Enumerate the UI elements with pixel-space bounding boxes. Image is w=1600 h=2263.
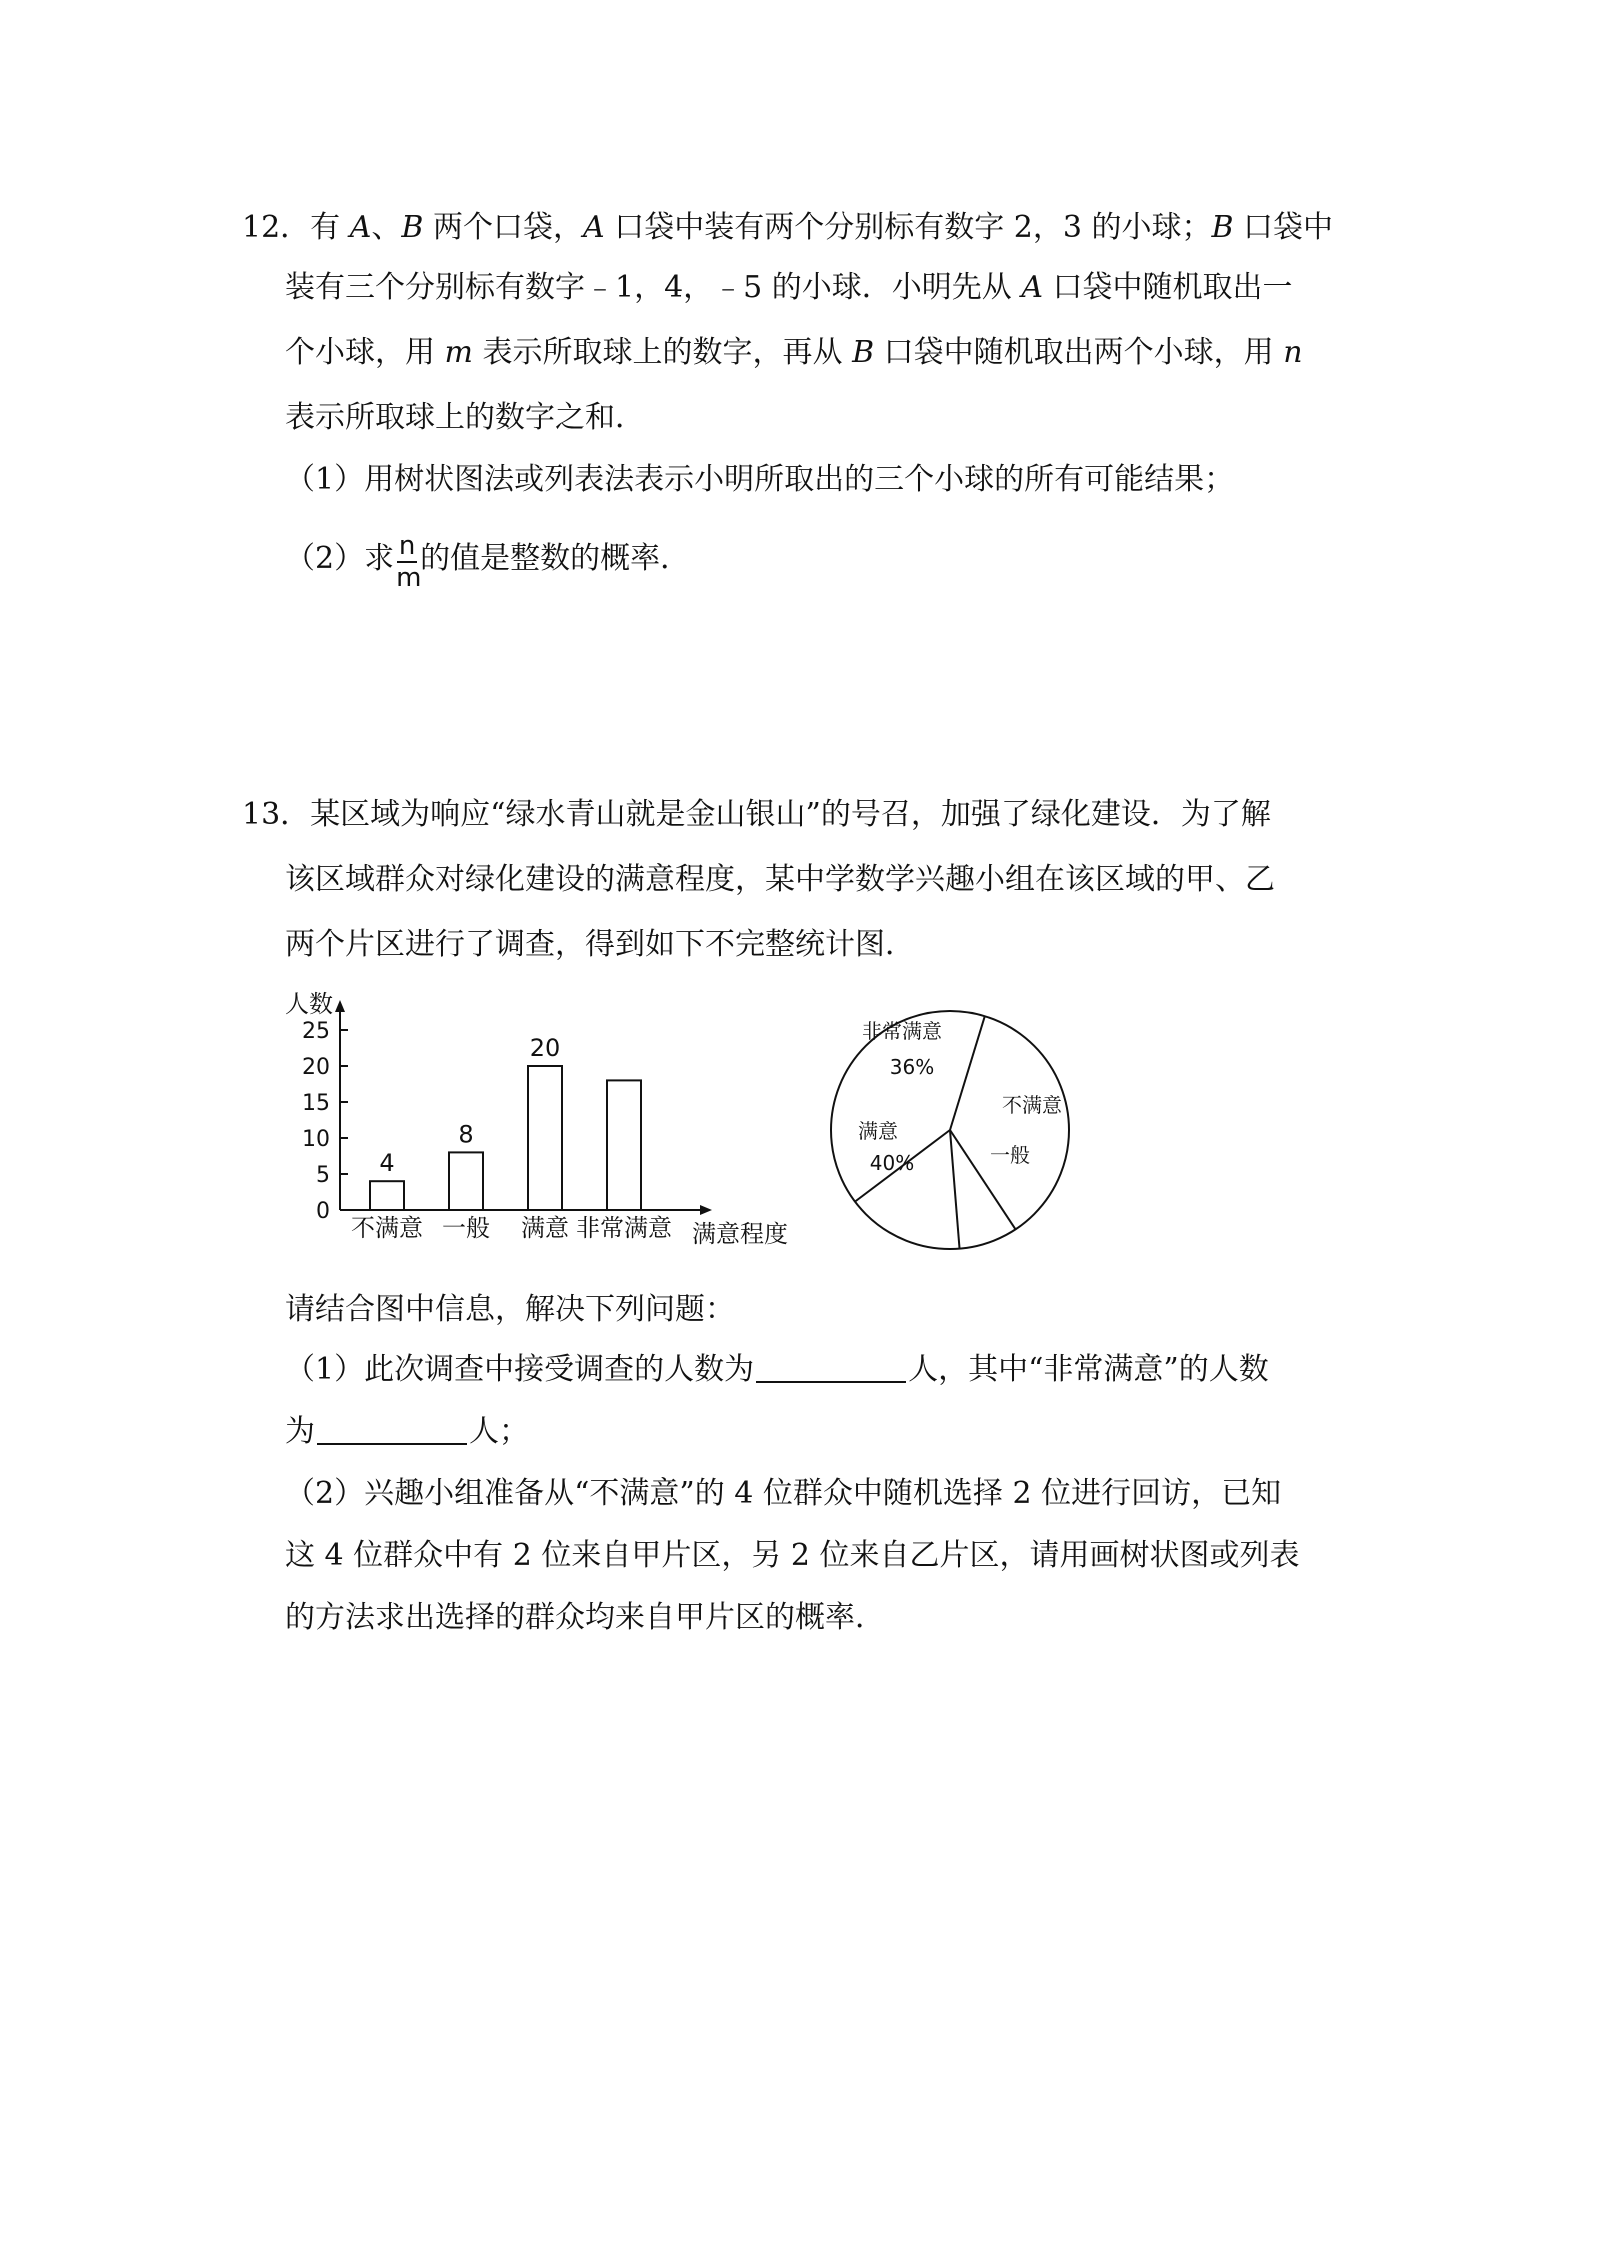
q12-line1: 12．有 A、B 两个口袋，A 口袋中装有两个分别标有数字 2，3 的小球；B 口袋中 xyxy=(242,210,1334,245)
q12-part2: （2）求 $\frac{n}{m}$ 的值是整数的概率． xyxy=(285,531,691,593)
q13-part2-line2: 这 4 位群众中有 2 位来自甲片区，另 2 位来自乙片区，请用画树状图或列表 xyxy=(285,1538,1300,1573)
y-tick-label: 20 xyxy=(302,1055,330,1080)
q12-part1: （1）用树状图法或列表法表示小明所取出的三个小球的所有可能结果； xyxy=(285,462,1235,497)
bar-chart-xlabel: 满意程度 xyxy=(692,1220,788,1248)
q13-part2-line1: （2）兴趣小组准备从“不满意”的 4 位群众中随机选择 2 位进行回访，已知 xyxy=(285,1476,1282,1511)
x-axis-arrow-icon xyxy=(700,1205,712,1215)
bar-chart-ylabel: 人数 xyxy=(285,990,333,1018)
q13-part2-line3: 的方法求出选择的群众均来自甲片区的概率． xyxy=(285,1600,885,1635)
q13-part1-line2: 为 人； xyxy=(285,1414,529,1449)
x-tick-label: 满意 xyxy=(521,1214,569,1242)
q12-line2: 装有三个分别标有数字﹣1，4，﹣5 的小球．小明先从 A 口袋中随机取出一 xyxy=(285,270,1293,305)
y-tick-label: 15 xyxy=(302,1091,330,1116)
bar-data-label: 8 xyxy=(458,1120,474,1149)
pie-chart xyxy=(820,1000,1080,1260)
bar-1 xyxy=(370,1181,404,1210)
bar-3 xyxy=(528,1066,562,1210)
bar-2 xyxy=(449,1152,483,1210)
pie-slice-pct: 36% xyxy=(889,1055,935,1079)
pie-slice-boundary xyxy=(950,1130,960,1249)
x-tick-label: 不满意 xyxy=(351,1214,423,1242)
answer-blank-very-satisfied[interactable] xyxy=(317,1415,467,1445)
pie-slice-pct: 40% xyxy=(869,1151,915,1175)
bar-data-label: 4 xyxy=(379,1149,395,1178)
x-tick-label: 非常满意 xyxy=(576,1214,672,1242)
y-tick-label: 0 xyxy=(316,1199,330,1224)
y-tick-label: 5 xyxy=(316,1163,330,1188)
pie-slice-label: 满意 xyxy=(858,1119,898,1143)
q12-line3: 个小球，用 m 表示所取球上的数字，再从 B 口袋中随机取出两个小球，用 n xyxy=(285,335,1303,370)
fraction-n-over-m: $\frac{n}{m}$ xyxy=(396,531,422,593)
y-axis-arrow-icon xyxy=(335,1000,345,1012)
y-tick-label: 25 xyxy=(302,1019,330,1044)
pie-slice-label: 不满意 xyxy=(1002,1093,1062,1117)
bar-data-label: 20 xyxy=(529,1034,561,1062)
answer-blank-total[interactable] xyxy=(756,1353,906,1383)
q13-line3: 两个片区进行了调查，得到如下不完整统计图． xyxy=(285,927,915,962)
pie-slice-label: 一般 xyxy=(990,1143,1030,1167)
q13-line2: 该区域群众对绿化建设的满意程度，某中学数学兴趣小组在该区域的甲、乙 xyxy=(285,862,1275,897)
q12-line4: 表示所取球上的数字之和． xyxy=(285,400,645,435)
y-tick-label: 10 xyxy=(302,1127,330,1152)
x-tick-label: 一般 xyxy=(442,1214,490,1242)
pie-slice-label: 非常满意 xyxy=(862,1019,942,1043)
q13-intro: 请结合图中信息，解决下列问题： xyxy=(285,1292,735,1327)
pie-slice-boundary xyxy=(950,1016,985,1130)
q13-part1-line1: （1）此次调查中接受调查的人数为 人，其中“非常满意”的人数 xyxy=(285,1352,1269,1387)
bar-4 xyxy=(607,1080,641,1210)
q13-line1: 13．某区域为响应“绿水青山就是金山银山”的号召，加强了绿化建设．为了解 xyxy=(242,797,1271,832)
bar-chart xyxy=(280,990,820,1250)
